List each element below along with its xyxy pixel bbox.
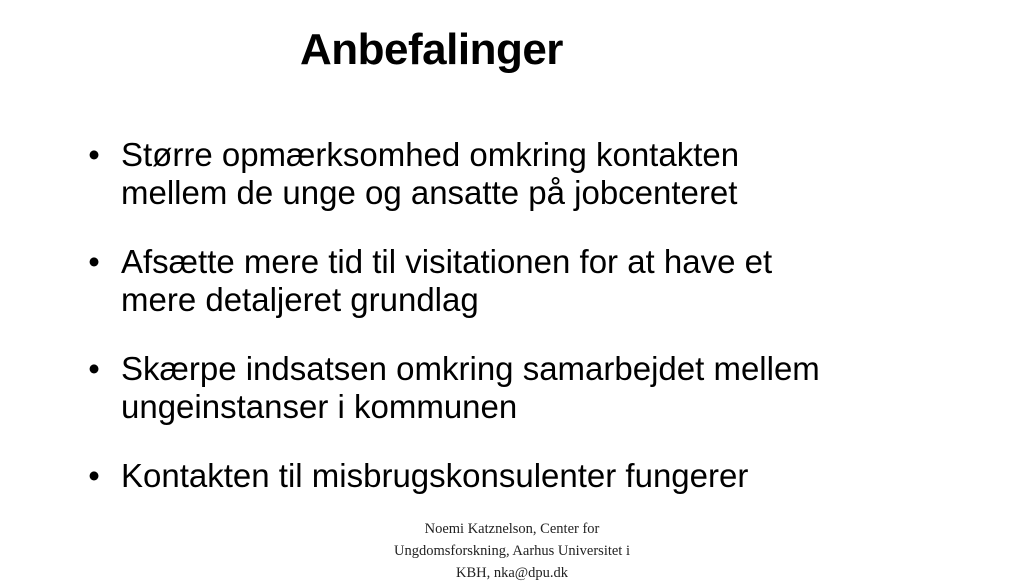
footer-line: Noemi Katznelson, Center for [424, 521, 600, 537]
bullet-item-4 [84, 457, 964, 495]
bullet-item-2 [84, 243, 964, 319]
bullet-icon: • [88, 243, 100, 280]
slide-footer [330, 518, 694, 584]
footer-line: KBH, nka@dpu.dk [455, 565, 569, 581]
bullet-item-1 [84, 136, 964, 212]
bullet-text-line: mellem de unge og ansatte på jobcenteret [121, 174, 738, 211]
slide-title: Anbefalinger [300, 25, 563, 74]
bullet-text-line: Afsætte mere tid til visitationen for at have et [121, 243, 773, 280]
bullet-icon: • [88, 350, 100, 387]
bullet-list [84, 136, 964, 526]
bullet-item-3 [84, 350, 964, 426]
bullet-text-line: Kontakten til misbrugskonsulenter fungerer [121, 457, 749, 494]
bullet-text-line: Større opmærksomhed omkring kontakten [121, 136, 740, 173]
bullet-text-line: ungeinstanser i kommunen [121, 388, 518, 425]
bullet-icon: • [88, 457, 100, 494]
bullet-icon: • [88, 136, 100, 173]
bullet-text-line: Skærpe indsatsen omkring samarbejdet mellem [121, 350, 820, 387]
bullet-text-line: mere detaljeret grundlag [121, 281, 479, 318]
footer-line: Ungdomsforskning, Aarhus Universitet i [393, 543, 630, 559]
